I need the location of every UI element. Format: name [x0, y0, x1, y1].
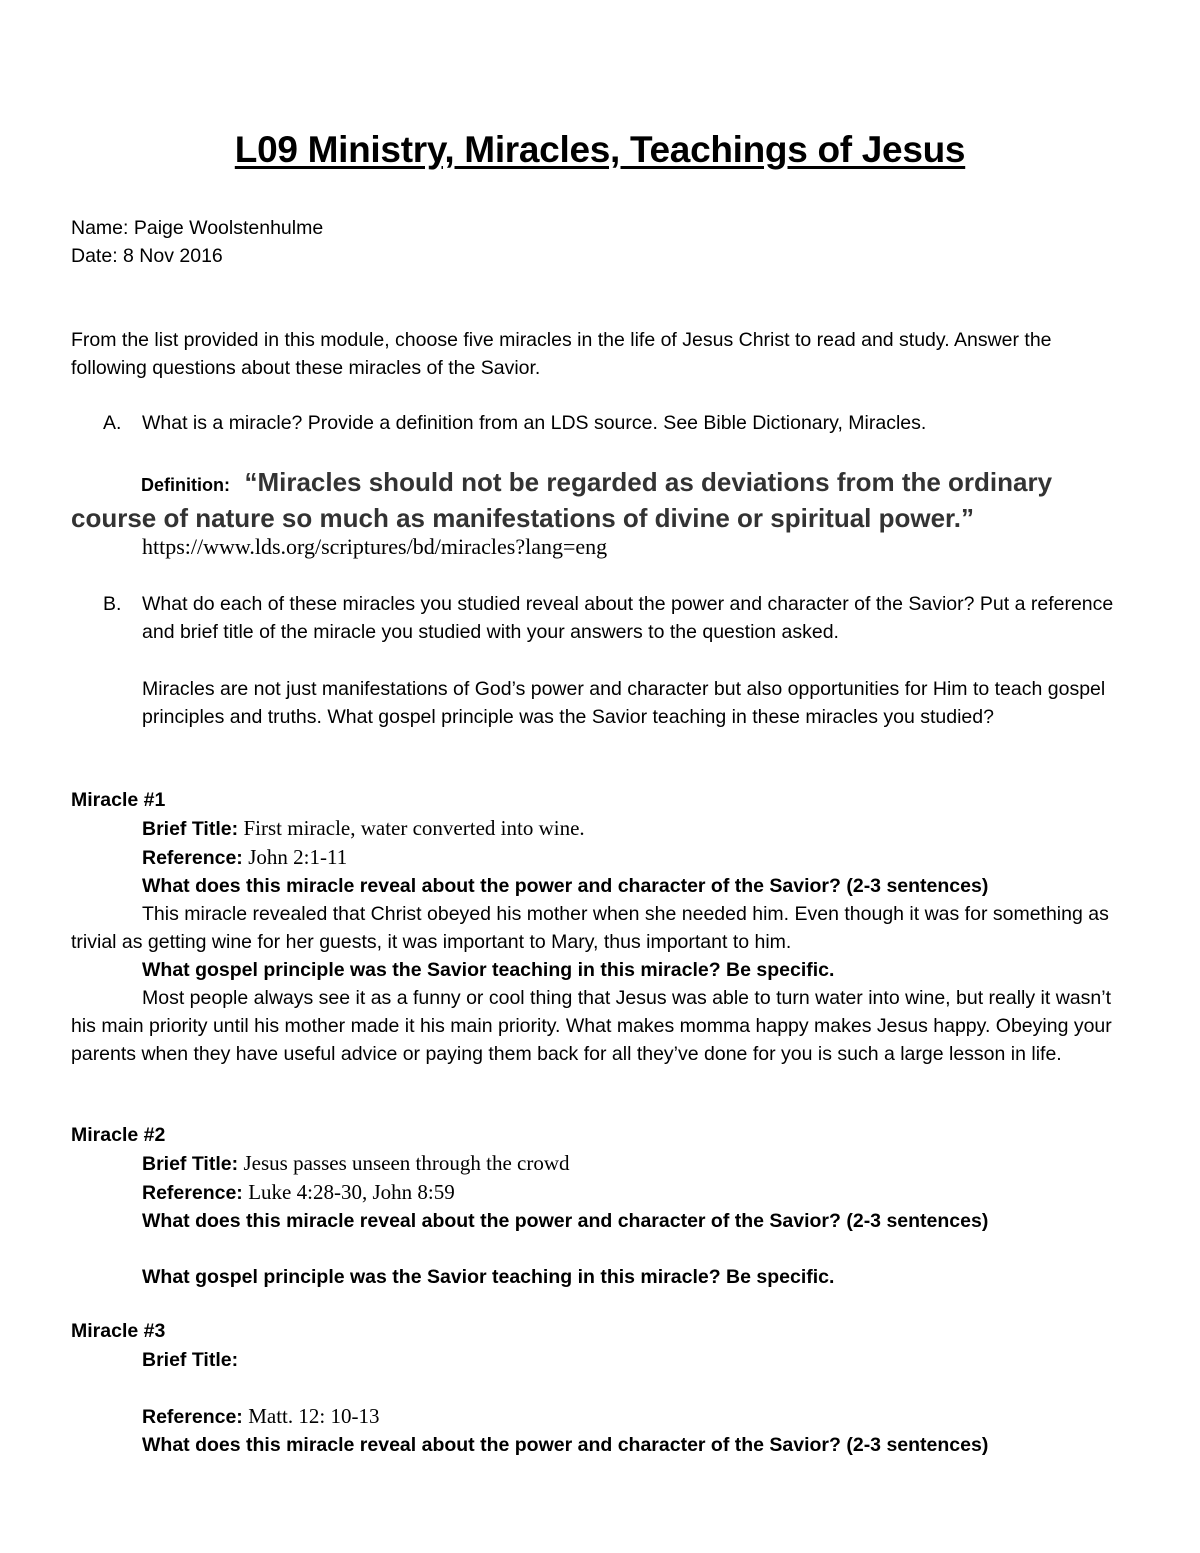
reference-row [71, 1402, 1141, 1431]
question-a-marker: A. [103, 412, 122, 434]
brief-title-row [71, 1149, 1141, 1178]
reveal-question [71, 1431, 1141, 1459]
reference-value: Luke 4:28-30, John 8:59 [248, 1180, 455, 1204]
reveal-question-text: What does this miracle reveal about the power and character of the Savior? (2-3 sentences) [142, 1434, 989, 1456]
reveal-answer: This miracle revealed that Christ obeyed his mother when she needed him. Even though it was for something as trivial as getting wine for her guests, it was important to Mary, thus important to him. [71, 903, 1109, 953]
principle-question-text: What gospel principle was the Savior teaching in this miracle? Be specific. [142, 959, 835, 981]
brief-title-row [71, 1345, 1141, 1374]
reference-value: Matt. 12: 10-13 [248, 1404, 380, 1428]
reveal-question-text: What does this miracle reveal about the power and character of the Savior? (2-3 sentences) [142, 875, 989, 897]
blank-answer [71, 1235, 1141, 1263]
reveal-question [71, 1207, 1141, 1235]
definition-label: Definition: [141, 475, 230, 495]
reveal-question [71, 872, 1141, 900]
reference-label: Reference: [142, 1406, 243, 1428]
reference-label: Reference: [142, 847, 243, 869]
principle-question [71, 1263, 1141, 1291]
brief-title-value: First miracle, water converted into wine. [243, 816, 585, 840]
question-b-text-2: Miracles are not just manifestations of God’s power and character but also opportunities for Him to teach gospel principles and truths. What gospel principle was the Savior teaching in these miracles you studied? [142, 678, 1106, 728]
definition-block [71, 466, 1131, 535]
reference-row [71, 843, 1141, 872]
brief-title-label: Brief Title: [142, 1349, 239, 1371]
question-a-text: What is a miracle? Provide a definition from an LDS source. See Bible Dictionary, Miracles. [142, 412, 927, 434]
date-line: Date: 8 Nov 2016 [71, 245, 223, 267]
principle-question-text: What gospel principle was the Savior teaching in this miracle? Be specific. [142, 1266, 835, 1288]
name-line: Name: Paige Woolstenhulme [71, 217, 324, 239]
brief-title-value: Jesus passes unseen through the crowd [243, 1151, 570, 1175]
miracle-heading: Miracle #3 [71, 1320, 166, 1342]
miracle-section-3 [71, 1317, 1141, 1459]
blank-line [71, 1374, 1141, 1402]
intro-paragraph: From the list provided in this module, choose five miracles in the life of Jesus Christ to read and study. Answer the following questions about these miracles of the Savior. [71, 329, 1052, 379]
brief-title-label: Brief Title: [142, 818, 239, 840]
definition-url: https://www.lds.org/scriptures/bd/miracles?lang=eng [142, 534, 608, 559]
principle-question [71, 956, 1141, 984]
reference-value: John 2:1-11 [248, 845, 348, 869]
question-b-marker: B. [103, 593, 122, 615]
miracle-heading: Miracle #2 [71, 1124, 166, 1146]
reference-row [71, 1178, 1141, 1207]
miracle-heading: Miracle #1 [71, 789, 166, 811]
brief-title-row [71, 814, 1141, 843]
question-b-text: What do each of these miracles you studied reveal about the power and character of the Savior? Put a reference and brief title of the miracle you studied with your answers to the question asked. [142, 593, 1114, 643]
reference-label: Reference: [142, 1182, 243, 1204]
miracle-section-2 [71, 1121, 1141, 1291]
document-title: L09 Ministry, Miracles, Teachings of Jesus [234, 129, 966, 170]
reveal-question-text: What does this miracle reveal about the power and character of the Savior? (2-3 sentences) [142, 1210, 989, 1232]
brief-title-label: Brief Title: [142, 1153, 239, 1175]
principle-answer: Most people always see it as a funny or cool thing that Jesus was able to turn water into wine, but really it wasn’t his main priority until his mother made it his main priority. What makes momma happy makes Jesus happy. Obeying your parents when they have useful advice or paying them back for all they’ve done for you is such a large lesson in life. [71, 987, 1112, 1065]
definition-quote: “Miracles should not be regarded as deviations from the ordinary course of nature so much as manifestations of divine or spiritual power.” [71, 467, 1053, 533]
miracle-section-1 [71, 786, 1141, 1068]
meta-block [71, 214, 323, 270]
